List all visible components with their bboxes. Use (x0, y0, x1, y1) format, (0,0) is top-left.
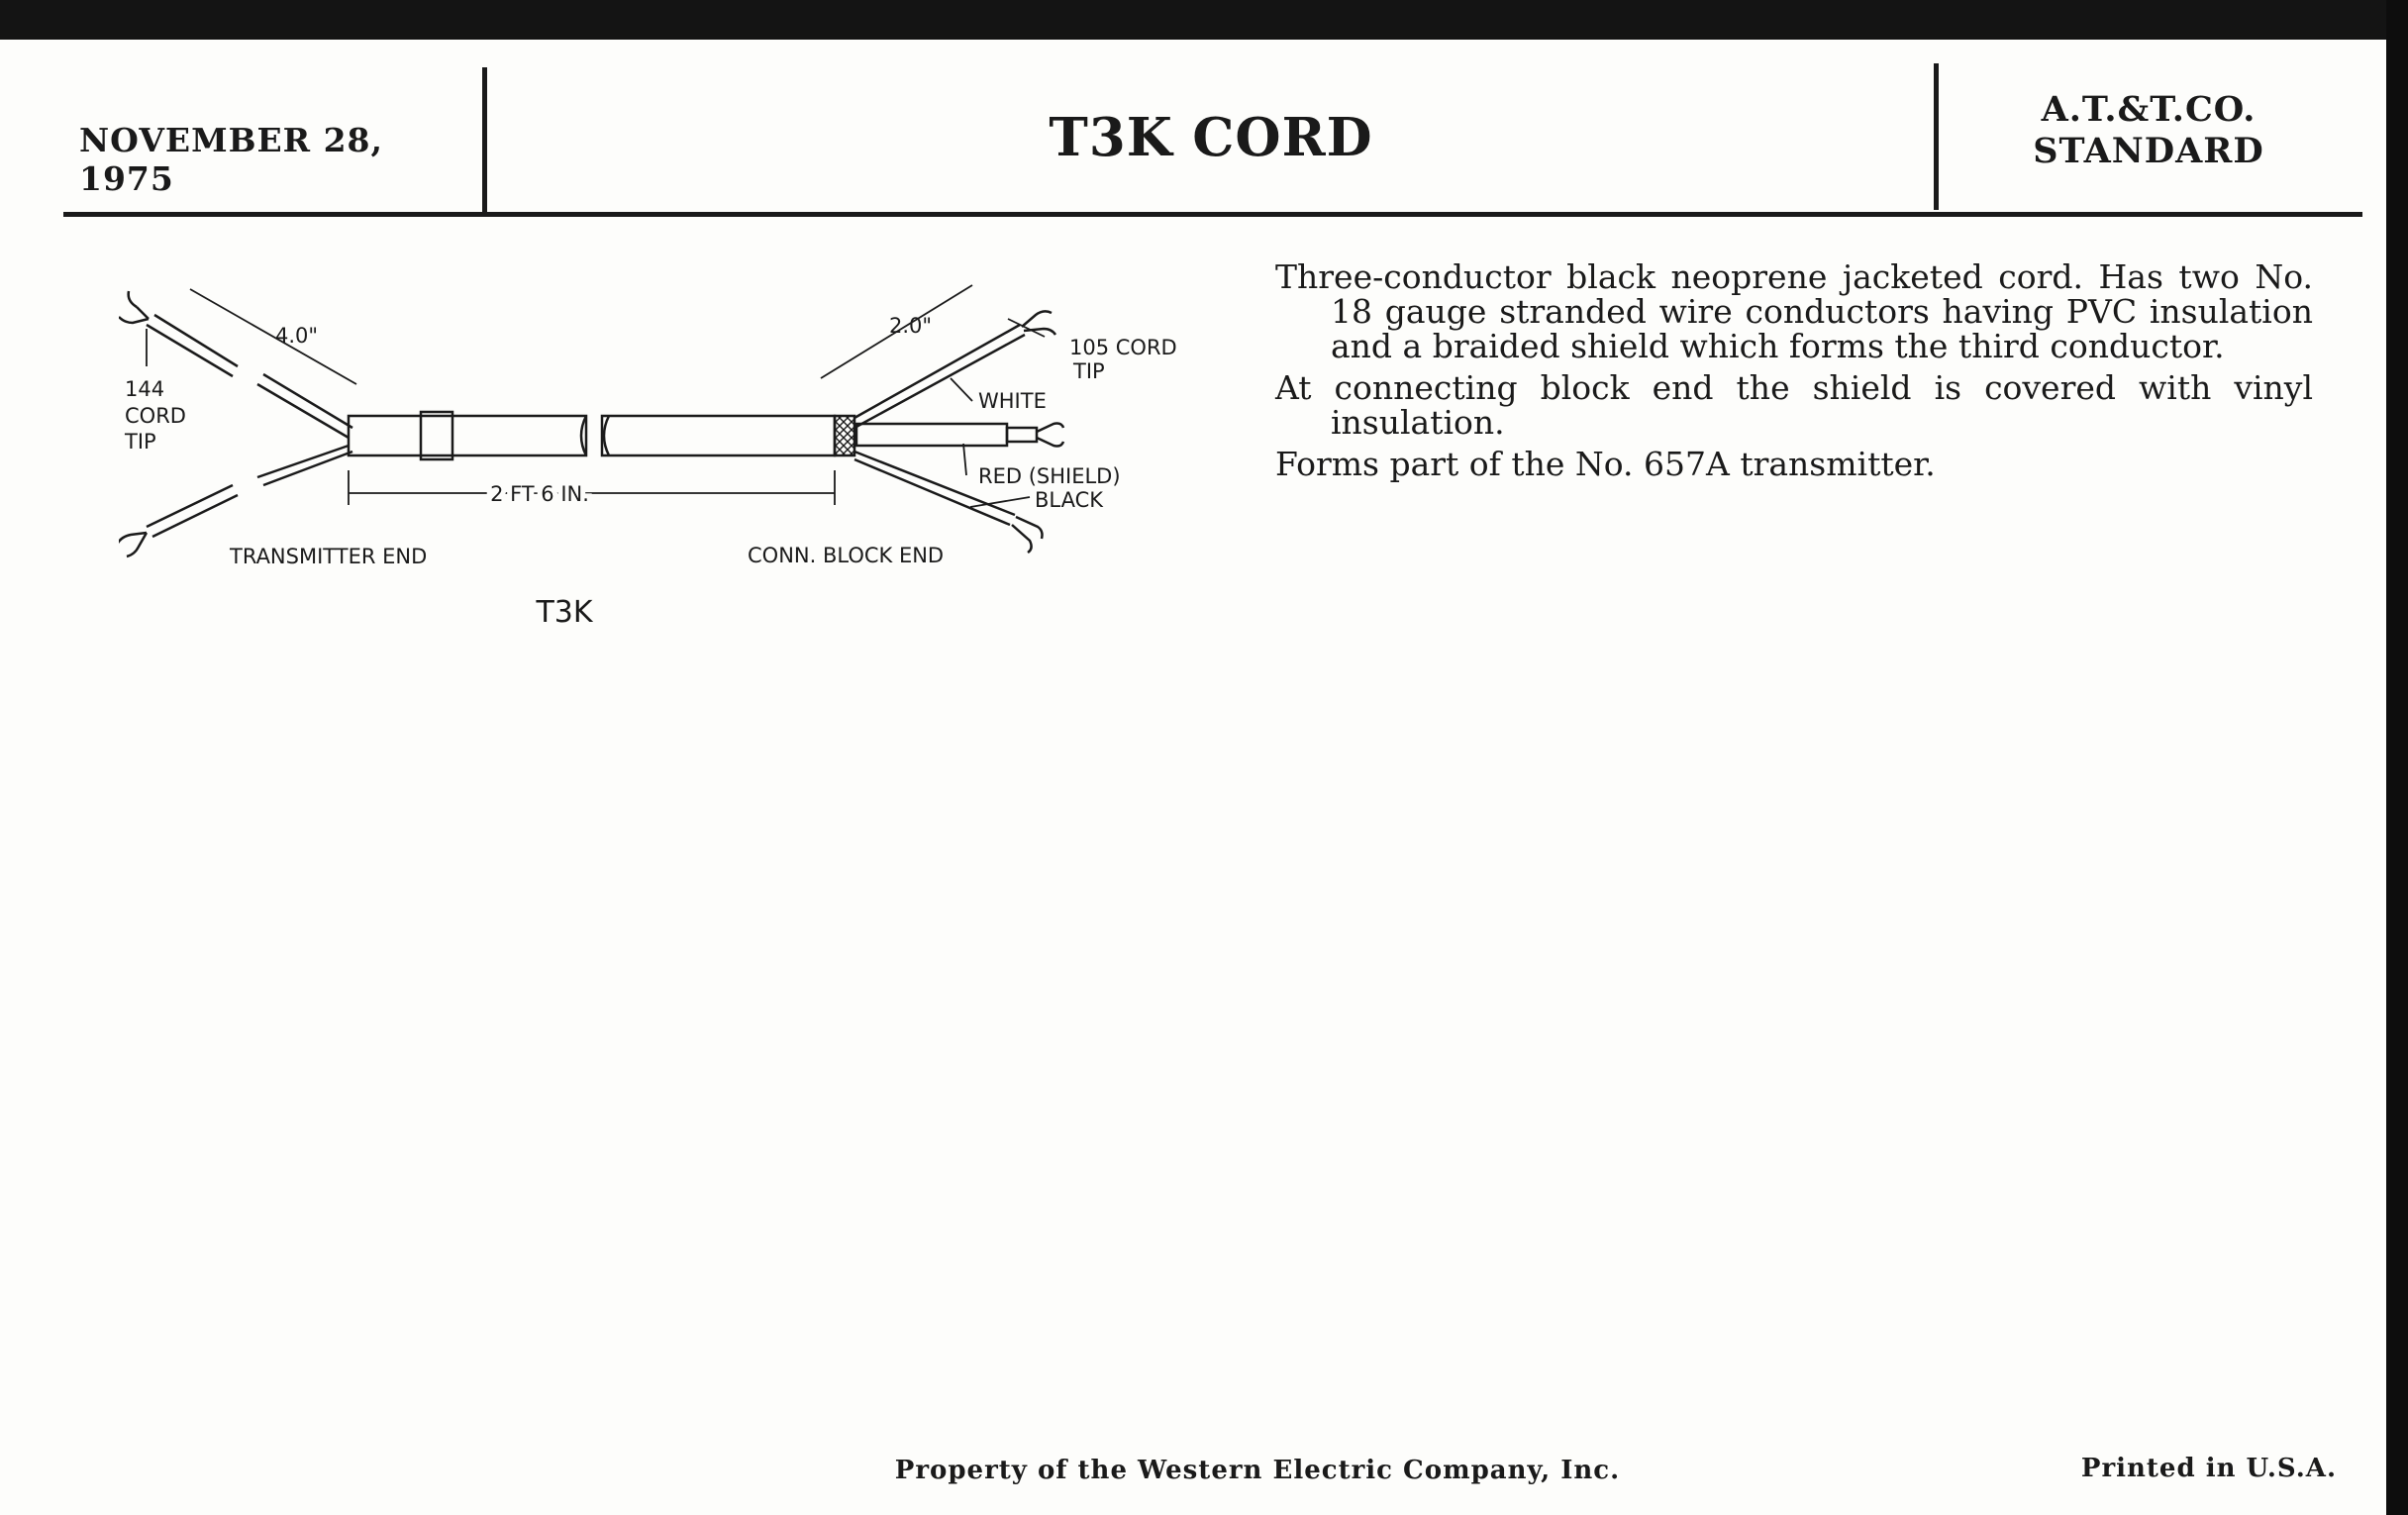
cord-jacket-left (349, 416, 586, 455)
label-red-shield: RED (SHIELD) (978, 464, 1121, 488)
left-tip-cord: CORD (125, 404, 186, 428)
right-tip-tip: TIP (1073, 359, 1105, 383)
red-shield-lead (856, 424, 1063, 447)
page-title: T3K CORD (1049, 107, 1373, 168)
left-tip-tip: TIP (125, 430, 156, 454)
standard-line-2: STANDARD (2033, 131, 2264, 171)
dim-label-right: 2.0" (889, 314, 933, 338)
cord-break-right (604, 416, 609, 455)
left-lower-lead (119, 446, 352, 556)
braided-shield (835, 416, 854, 455)
header-standard (1941, 89, 2357, 172)
diagram-caption: T3K (536, 595, 593, 630)
scan-edge (2386, 0, 2408, 1515)
footer-printed: Printed in U.S.A. (2080, 1454, 2337, 1483)
label-white: WHITE (978, 389, 1047, 413)
description-paragraph-3: Forms part of the No. 657A transmitter. (1275, 445, 1936, 483)
header-divider-right (1934, 63, 1939, 210)
standard-line-1: A.T.&T.CO. (2041, 89, 2257, 130)
header-rule (63, 212, 2362, 217)
cord-diagram (119, 267, 1218, 644)
cord-jacket-right (602, 416, 835, 455)
right-tip-cord: 105 CORD (1069, 336, 1177, 359)
label-conn-block-end: CONN. BLOCK END (748, 544, 945, 567)
header-date: NOVEMBER 28, 1975 (79, 121, 383, 198)
dim-label-length: 2 FT 6 IN. (490, 482, 589, 506)
description-paragraph-1: Three-conductor black neoprene jacketed cord. Has two No. 18 gauge stranded wire conductors having PVC insulation and a braided shield which forms the third conductor. (1275, 257, 2313, 365)
left-tip-number: 144 (125, 377, 165, 401)
footer-property: Property of the Western Electric Company, Inc. (894, 1456, 1621, 1485)
label-transmitter-end: TRANSMITTER END (230, 545, 428, 568)
cord-sleeve (421, 412, 452, 459)
dim-label-left: 4.0" (275, 324, 319, 348)
description (1275, 259, 2313, 488)
dim-line-left (190, 289, 356, 384)
description-paragraph-2: At connecting block end the shield is covered with vinyl insulation. (1275, 368, 2313, 442)
label-black: BLACK (1035, 488, 1104, 512)
